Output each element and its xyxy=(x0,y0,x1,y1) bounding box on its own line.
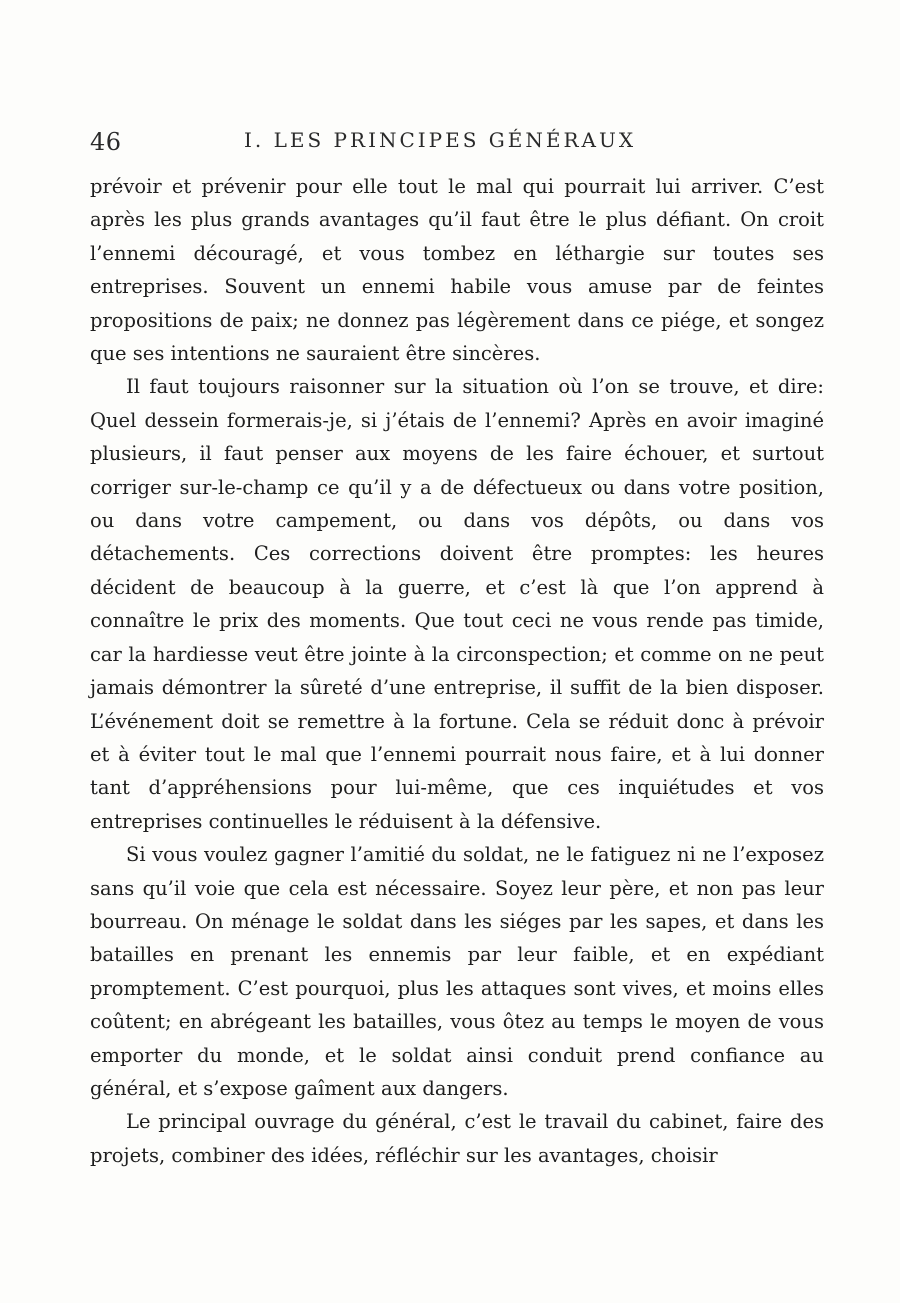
running-header xyxy=(90,122,830,162)
paragraph: Le principal ouvrage du général, c’est le travail du cabinet, faire des projets, combiner des idées, réfléchir sur les avantages, choisir xyxy=(90,1110,824,1167)
body-text xyxy=(90,170,824,1172)
running-title: I. LES PRINCIPES GÉNÉRAUX xyxy=(244,128,637,152)
paragraph: Si vous voulez gagner l’amitié du soldat, ne le fatiguez ni ne l’exposez sans qu’il voie que cela est nécessaire. Soyez leur père, et non pas leur bourreau. On ménage le soldat dans les siéges par les sapes, et dans les batailles en prenant les ennemis par leur faible, et en expédiant promptement. C’est pourquoi, plus les attaques sont vives, et moins elles coûtent; en abrégeant les batailles, vous ôtez au temps le moyen de vous emporter du monde, et le soldat ainsi conduit prend confiance au général, et s’expose gaîment aux dangers. xyxy=(90,843,824,1100)
paragraph: Il faut toujours raisonner sur la situation où l’on se trouve, et dire: Quel dessein formerais-je, si j’étais de l’ennemi? Après en avoir imaginé plusieurs, il faut penser aux moyens de les faire échouer, et surtout corriger sur-le-champ ce qu’il y a de défectueux ou dans votre position, ou dans votre campement, ou dans vos dépôts, ou dans vos détachements. Ces corrections doivent être promptes: les heures décident de beaucoup à la guerre, et c’est là que l’on apprend à connaître le prix des moments. Que tout ceci ne vous rende pas timide, car la hardiesse veut être jointe à la circonspection; et comme on ne peut jamais démontrer la sûreté d’une entreprise, il suffit de la bien disposer. L’événement doit se remettre à la fortune. Cela se réduit donc à prévoir et à éviter tout le mal que l’ennemi pourrait nous faire, et à lui donner tant d’appréhensions pour lui-même, que ces inquiétudes et vos entreprises continuelles le réduisent à la défensive. xyxy=(90,375,824,833)
paragraph-continuation: prévoir et prévenir pour elle tout le mal qui pourrait lui arriver. C’est après les plus grands avantages qu’il faut être le plus défiant. On croit l’ennemi découragé, et vous tombez en léthargie sur toutes ses entreprises. Souvent un ennemi habile vous amuse par de feintes propositions de paix; ne donnez pas légèrement dans ce piége, et songez que ses intentions ne sauraient être sincères. xyxy=(90,175,824,366)
page-number: 46 xyxy=(90,128,122,156)
